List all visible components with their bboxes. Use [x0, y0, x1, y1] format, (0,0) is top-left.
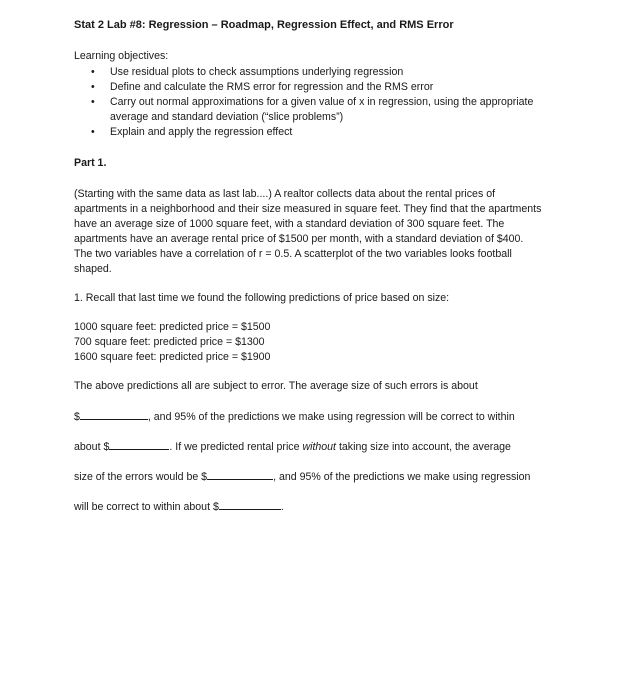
objective-item: [74, 80, 544, 95]
answer-line-5: [74, 500, 284, 513]
objective-text: Explain and apply the regression effect: [110, 126, 293, 138]
bullet-icon: •: [91, 81, 95, 93]
answer-line-2: [74, 410, 515, 423]
answer-text: will be correct to within about $: [74, 501, 219, 513]
question-1: 1. Recall that last time we found the following predictions of price based on size:: [74, 292, 450, 304]
objective-text: Define and calculate the RMS error for regression and the RMS error: [110, 81, 434, 93]
answer-text: taking size into account, the average: [336, 441, 511, 453]
answer-text: . If we predicted rental price: [169, 441, 303, 453]
answer-text: , and 95% of the predictions we make using regression: [273, 471, 531, 483]
bullet-icon: •: [91, 126, 95, 138]
answer-line-4: [74, 470, 530, 483]
emphasis-text: without: [302, 441, 337, 453]
objective-item: [74, 95, 544, 125]
objectives-heading: Learning objectives:: [74, 50, 169, 62]
prediction-line: 700 square feet: predicted price = $1300: [74, 336, 265, 348]
part-heading: Part 1.: [74, 157, 107, 169]
document-title: Stat 2 Lab #8: Regression – Roadmap, Regression Effect, and RMS Error: [74, 19, 454, 31]
predictions-list: [74, 320, 270, 365]
objective-text: Use residual plots to check assumptions underlying regression: [110, 66, 404, 78]
objective-text: Carry out normal approximations for a given value of x in regression, using the appropriate average and standard deviation (“slice problems”): [110, 96, 534, 123]
answer-text: $: [74, 411, 80, 423]
answer-text: .: [280, 501, 284, 513]
answer-blank[interactable]: [219, 500, 281, 510]
answer-line-1: [74, 380, 478, 392]
answer-text: about $: [74, 441, 110, 453]
answer-text: , and 95% of the predictions we make using regression will be correct to within: [147, 411, 515, 423]
answer-text: The above predictions all are subject to error. The average size of such errors is about: [74, 380, 478, 392]
bullet-icon: •: [91, 66, 95, 78]
prediction-line: 1000 square feet: predicted price = $1500: [74, 321, 271, 333]
answer-text: size of the errors would be $: [74, 471, 208, 483]
answer-blank[interactable]: [109, 440, 169, 450]
answer-blank[interactable]: [80, 410, 148, 420]
problem-paragraph: (Starting with the same data as last lab....) A realtor collects data about the rental prices of apartments in a neighborhood and their size measured in square feet. They find that the apartments have an average size of 1000 square feet, with a standard deviation of 300 square feet. The apartments have an average rental price of $1500 per month, with a standard deviation of $400. The two variables have a correlation of r = 0.5. A scatterplot of the two variables looks football shaped.: [74, 188, 542, 275]
objectives-list: [74, 65, 544, 140]
answer-line-3: [74, 440, 511, 453]
answer-blank[interactable]: [207, 470, 273, 480]
objective-item: [74, 125, 544, 140]
objective-item: [74, 65, 544, 80]
bullet-icon: •: [91, 96, 95, 108]
prediction-line: 1600 square feet: predicted price = $1900: [74, 351, 271, 363]
